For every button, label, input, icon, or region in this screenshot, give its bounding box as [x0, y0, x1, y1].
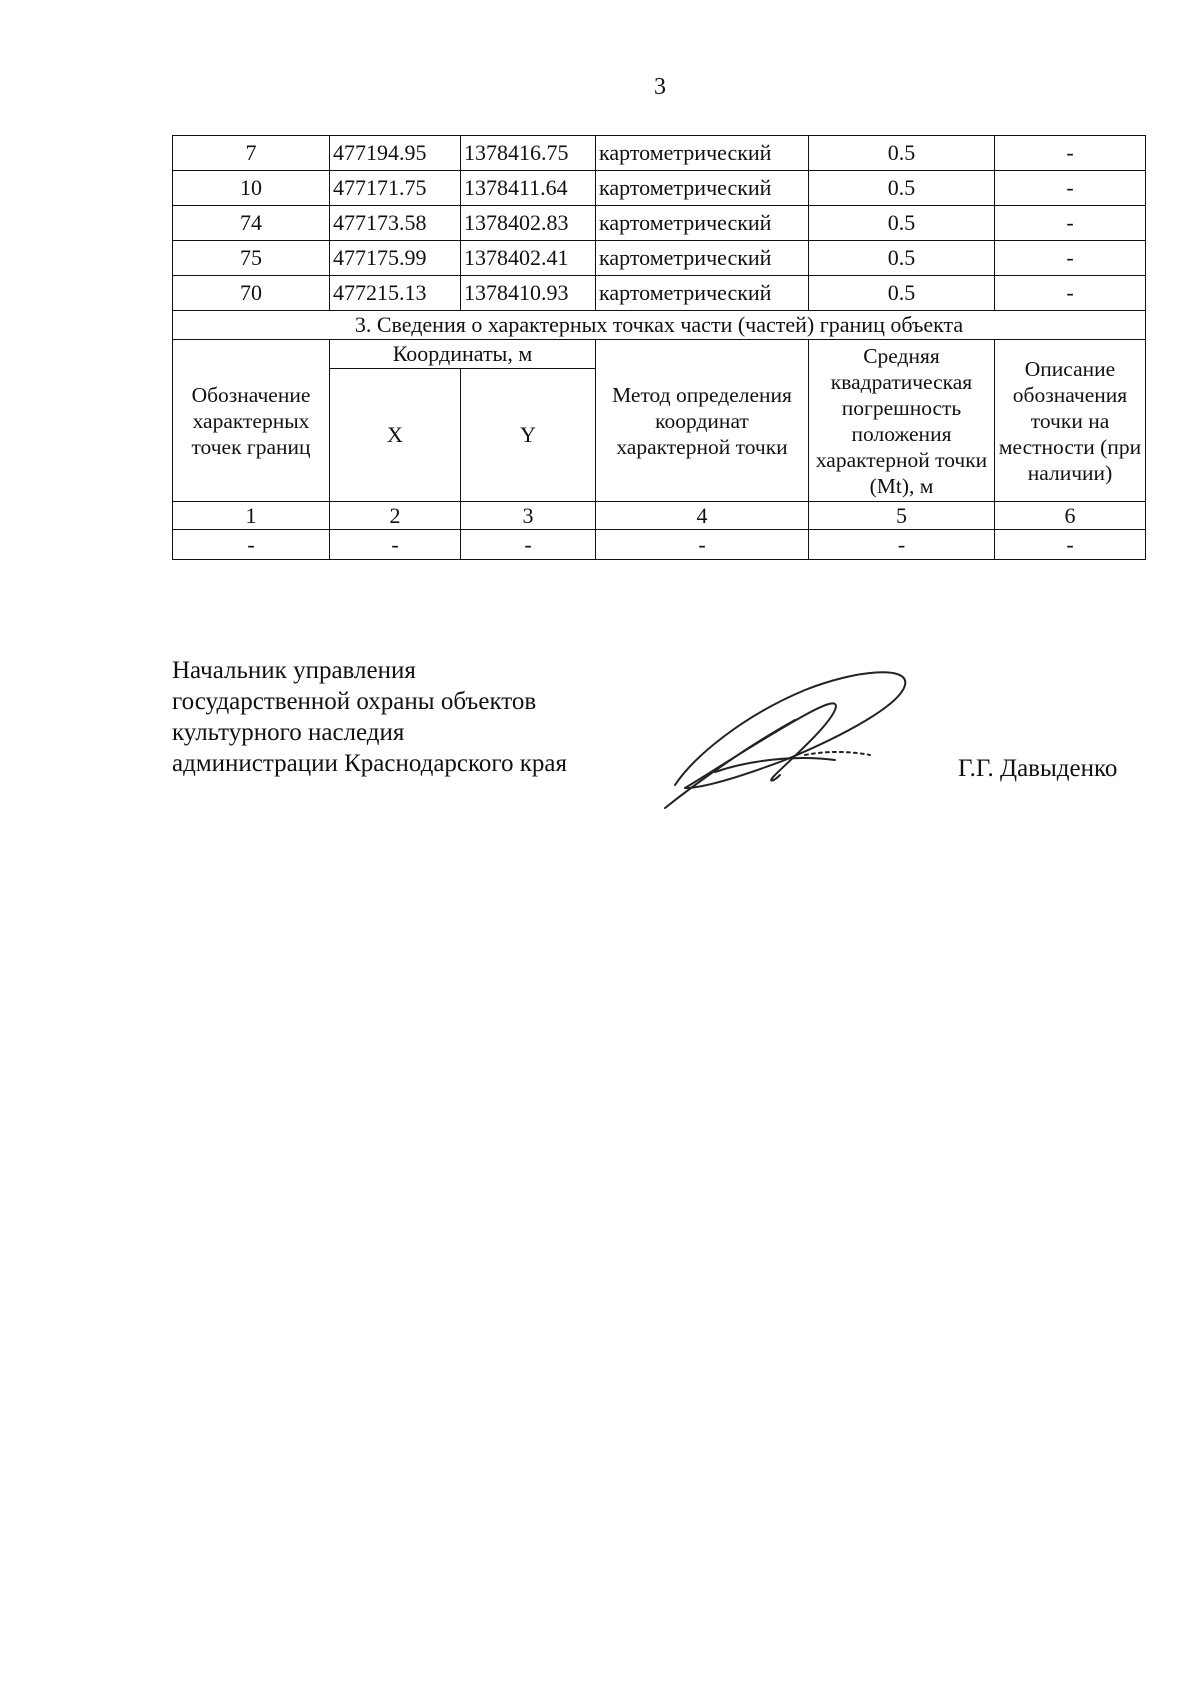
y-cell: 1378416.75	[461, 136, 596, 171]
empty-cell: -	[461, 530, 596, 560]
error-cell: 0.5	[809, 276, 995, 311]
empty-cell: -	[596, 530, 809, 560]
table-row	[173, 206, 1146, 241]
empty-cell: -	[995, 530, 1146, 560]
error-cell: 0.5	[809, 241, 995, 276]
description-cell: -	[995, 171, 1146, 206]
point-cell: 10	[173, 171, 330, 206]
column-number: 6	[995, 502, 1146, 530]
point-cell: 75	[173, 241, 330, 276]
x-cell: 477173.58	[330, 206, 461, 241]
table-row	[173, 241, 1146, 276]
x-cell: 477175.99	[330, 241, 461, 276]
error-cell: 0.5	[809, 171, 995, 206]
handwritten-signature	[655, 660, 925, 820]
signatory-position	[172, 655, 567, 779]
header-y: Y	[461, 369, 596, 502]
header-error: Средняя квадратическая погрешность положения характерной точки (Mt), м	[809, 340, 995, 502]
boundary-points-table	[172, 135, 1146, 560]
position-line: культурного наследия	[172, 719, 405, 746]
point-cell: 74	[173, 206, 330, 241]
description-cell: -	[995, 241, 1146, 276]
signatory-name: Г.Г. Давыденко	[958, 755, 1118, 782]
point-cell: 70	[173, 276, 330, 311]
x-cell: 477215.13	[330, 276, 461, 311]
table-row	[173, 171, 1146, 206]
column-number-row	[173, 502, 1146, 530]
description-cell: -	[995, 206, 1146, 241]
x-cell: 477171.75	[330, 171, 461, 206]
position-line: государственной охраны объектов	[172, 688, 537, 715]
method-cell: картометрический	[596, 241, 809, 276]
header-method: Метод определения координат характерной точки	[596, 340, 809, 502]
header-point-designation: Обозначение характерных точек границ	[173, 340, 330, 502]
header-description: Описание обозначения точки на местности (при наличии)	[995, 340, 1146, 502]
description-cell: -	[995, 136, 1146, 171]
table-row	[173, 530, 1146, 560]
y-cell: 1378402.41	[461, 241, 596, 276]
column-number: 1	[173, 502, 330, 530]
method-cell: картометрический	[596, 206, 809, 241]
empty-cell: -	[330, 530, 461, 560]
column-number: 3	[461, 502, 596, 530]
table-row	[173, 276, 1146, 311]
error-cell: 0.5	[809, 136, 995, 171]
column-number: 4	[596, 502, 809, 530]
x-cell: 477194.95	[330, 136, 461, 171]
section-title-row	[173, 311, 1146, 340]
empty-cell: -	[173, 530, 330, 560]
method-cell: картометрический	[596, 276, 809, 311]
header-coordinates: Координаты, м	[330, 340, 596, 369]
method-cell: картометрический	[596, 171, 809, 206]
column-number: 5	[809, 502, 995, 530]
column-number: 2	[330, 502, 461, 530]
position-line: администрации Краснодарского края	[172, 750, 568, 777]
point-cell: 7	[173, 136, 330, 171]
y-cell: 1378410.93	[461, 276, 596, 311]
header-x: X	[330, 369, 461, 502]
y-cell: 1378402.83	[461, 206, 596, 241]
position-line: Начальник управления	[172, 657, 416, 684]
method-cell: картометрический	[596, 136, 809, 171]
header-row	[173, 340, 1146, 369]
table-row	[173, 136, 1146, 171]
section-title: 3. Сведения о характерных точках части (частей) границ объекта	[173, 311, 1146, 340]
empty-cell: -	[809, 530, 995, 560]
page-number: 3	[654, 74, 666, 100]
description-cell: -	[995, 276, 1146, 311]
error-cell: 0.5	[809, 206, 995, 241]
y-cell: 1378411.64	[461, 171, 596, 206]
